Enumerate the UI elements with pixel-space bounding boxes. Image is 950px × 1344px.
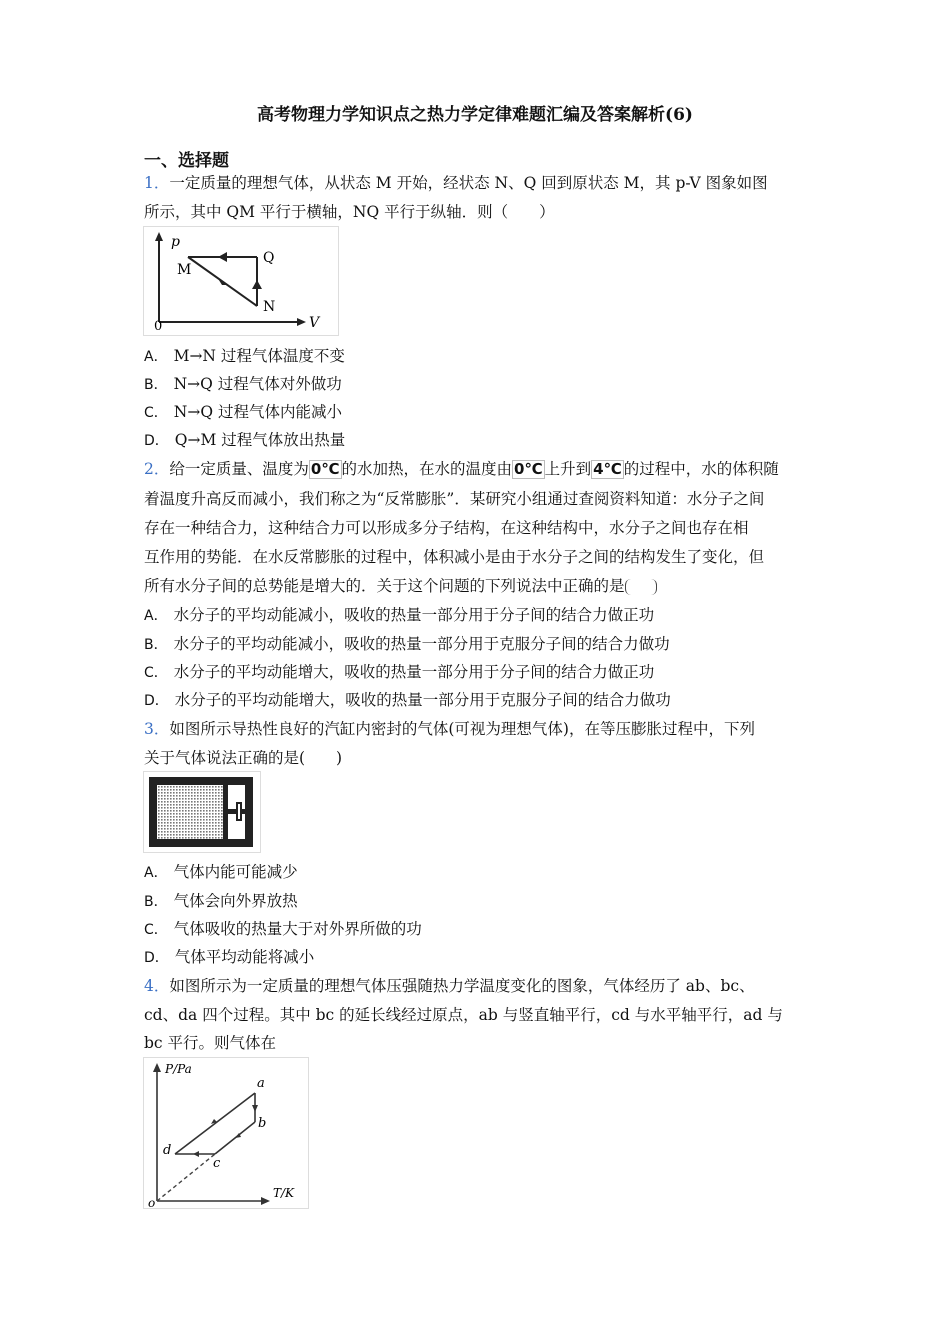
q1-option-b[interactable]: B． N→Q 过程气体对外做功: [144, 375, 342, 393]
q2-text-5: 所有水分子间的总势能是增大的．关于这个问题的下列说法中正确的是: [144, 577, 625, 595]
point-b: b: [258, 1116, 267, 1131]
q3-cylinder-diagram: [143, 771, 261, 853]
q4-line-1: [144, 976, 755, 996]
q2-text-3: 存在一种结合力，这种结合力可以形成多分子结构，在这种结构中，水分子之间也存在相: [144, 519, 749, 537]
point-c: c: [213, 1156, 221, 1171]
q1-option-d[interactable]: D． Q→M 过程气体放出热量: [144, 431, 346, 449]
line-da: [175, 1093, 255, 1154]
v-axis-arrow: [297, 318, 306, 326]
q1-text-1: 一定质量的理想气体，从状态 M 开始，经状态 N、Q 回到原状态 M，其 p-V 图象如图: [169, 174, 768, 192]
v-axis-label: V: [309, 315, 320, 331]
q2-option-c[interactable]: C． 水分子的平均动能增大，吸收的热量一部分用于分子间的结合力做正功: [144, 663, 655, 681]
piston-rod-end: [237, 803, 241, 820]
q4-number: 4．: [144, 977, 170, 995]
q2-number: 2．: [144, 460, 170, 478]
arrow-qm: [218, 252, 227, 262]
p-axis-label: p: [171, 234, 180, 250]
q1-pv-diagram: [143, 226, 339, 336]
arrow-ab: [252, 1105, 258, 1112]
temp-4c: 4℃: [593, 460, 622, 478]
q2-option-a[interactable]: A． 水分子的平均动能减小，吸收的热量一部分用于分子间的结合力做正功: [144, 606, 655, 624]
q3-text-2: 关于气体说法正确的是( ): [144, 749, 343, 767]
q3-line-1: [144, 719, 755, 739]
t-axis-arrow: [261, 1197, 270, 1205]
q4-pt-diagram: [143, 1057, 309, 1209]
temp-0c: 0℃: [310, 460, 340, 478]
q3-number: 3．: [144, 720, 170, 738]
q3-option-b[interactable]: B． 气体会向外界放热: [144, 892, 298, 910]
temp-0c-b: 0℃: [514, 460, 543, 478]
p-axis-label: P/Pa: [165, 1062, 192, 1076]
q1-option-a[interactable]: A． M→N 过程气体温度不变: [144, 347, 345, 365]
q1-option-c[interactable]: C． N→Q 过程气体内能减小: [144, 403, 342, 421]
answer-bracket: [625, 579, 657, 595]
q3-option-a[interactable]: A． 气体内能可能减少: [144, 863, 298, 881]
q4-text-3: bc 平行。则气体在: [144, 1034, 277, 1052]
section-heading: 一、选择题: [144, 151, 229, 171]
q4-text-1: 如图所示为一定质量的理想气体压强随热力学温度变化的图象，气体经历了 ab、bc、: [169, 977, 755, 995]
p-axis-arrow: [155, 232, 163, 241]
bc-extension: [157, 1154, 215, 1201]
q2-text-4: 互作用的势能．在水反常膨胀的过程中，体积减小是由于水分子之间的结构发生了变化，但: [144, 548, 765, 566]
q2-option-d[interactable]: D． 水分子的平均动能增大，吸收的热量一部分用于克服分子间的结合力做功: [144, 691, 671, 709]
piston: [223, 785, 228, 839]
arrow-cd: [193, 1151, 199, 1157]
point-m: M: [177, 262, 192, 278]
q2-line-5: [144, 576, 657, 596]
origin-label: 0: [154, 319, 163, 334]
q4-text-2: cd、da 四个过程。其中 bc 的延长线经过原点，ab 与竖直轴平行，cd 与水平轴平行，ad 与: [144, 1006, 783, 1024]
point-d: d: [163, 1143, 172, 1158]
q3-text-1: 如图所示导热性良好的汽缸内密封的气体(可视为理想气体)，在等压膨胀过程中，下列: [169, 720, 755, 738]
point-n: N: [263, 299, 276, 315]
q1-text-2: 所示，其中 QM 平行于横轴，NQ 平行于纵轴．则（ ）: [144, 203, 555, 221]
q3-option-d[interactable]: D． 气体平均动能将减小: [144, 948, 315, 966]
q2-line-1: 2．给一定质量、温度为 0℃ 的水加热，在水的温度由 0℃ 上升到 4℃ 的过程中，水的体积随: [144, 460, 779, 478]
page-title: 高考物理力学知识点之热力学定律难题汇编及答案解析(6): [257, 105, 693, 125]
q2-text-2: 着温度升高反而减小，我们称之为“反常膨胀”．某研究小组通过查阅资料知道：水分子之间: [144, 490, 765, 508]
t-axis-label: T/K: [273, 1186, 295, 1200]
origin-label: o: [148, 1196, 156, 1209]
q1-number: 1．: [144, 174, 170, 192]
gas-region: [157, 785, 223, 839]
q2-option-b[interactable]: B． 水分子的平均动能减小，吸收的热量一部分用于克服分子间的结合力做功: [144, 635, 670, 653]
arrow-nq: [252, 280, 262, 289]
p-axis-arrow: [153, 1063, 161, 1072]
q1-line-1: [144, 173, 768, 193]
point-q: Q: [263, 250, 275, 266]
point-a: a: [257, 1076, 265, 1091]
q3-option-c[interactable]: C． 气体吸收的热量大于对外界所做的功: [144, 920, 422, 938]
